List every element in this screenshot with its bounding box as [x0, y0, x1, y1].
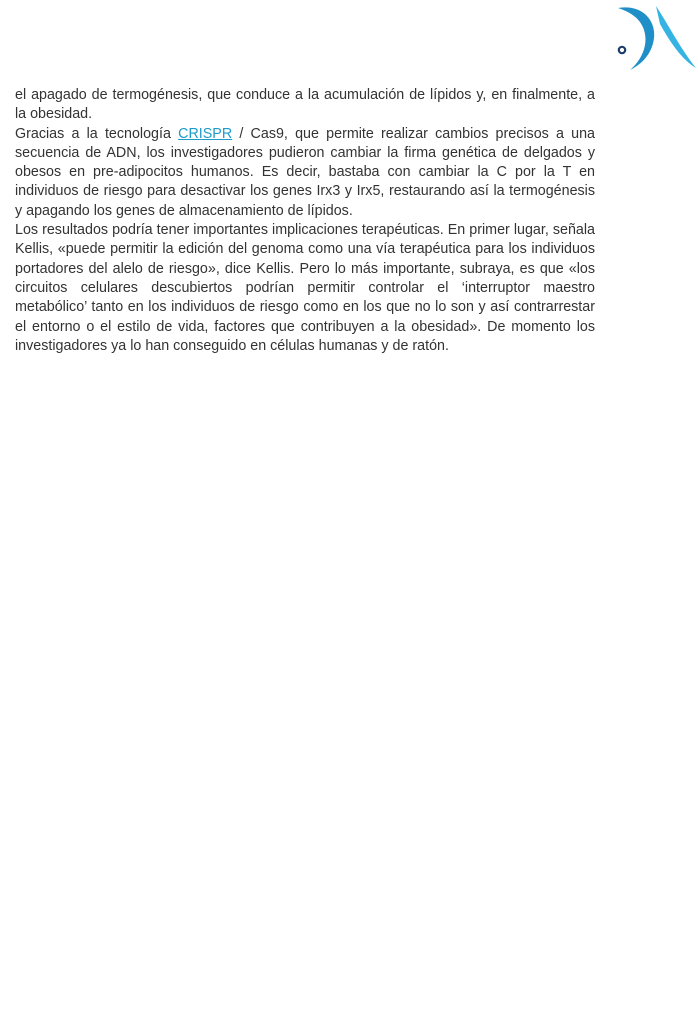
brand-logo-icon — [612, 2, 698, 76]
brand-logo — [612, 2, 698, 76]
paragraph-2 — [15, 125, 595, 221]
paragraph-2-rest: / Cas9, que permite realizar cambios precisos a una secuencia de ADN, los investigadores pudieron cambiar la firma genética de delgados y obesos en pre-adipocitos humanos. Es decir, bastaba con cambiar la C por la T en individuos de riesgo para desactivar los genes Irx3 y Irx5, restaurando así la termogénesis y apagando los genes de almacenamiento de lípidos. — [15, 125, 596, 219]
paragraph-2-intro: Gracias a la tecnología — [15, 125, 179, 142]
crispr-link[interactable]: CRISPR — [178, 125, 233, 142]
paragraph-3: Los resultados podría tener importantes implicaciones terapéuticas. En primer lugar, señala Kellis, «puede permitir la edición del genoma como una vía terapéutica para los individuos portadores del alelo de riesgo», dice Kellis. Pero lo más importante, subraya, es que «los circuitos celulares descubiertos podrían permitir controlar el ‘interruptor maestro metabólico’ tanto en los individuos de riesgo como en los que no lo son y así contrarrestar el entorno o el estilo de vida, factores que contribuyen a la obesidad». De momento los investigadores ya lo han conseguido en células humanas y de ratón. — [15, 222, 595, 354]
article-body — [15, 86, 595, 356]
paragraph-1: el apagado de termogénesis, que conduce a la acumulación de lípidos y, en finalmente, a la obesidad. — [15, 87, 595, 123]
